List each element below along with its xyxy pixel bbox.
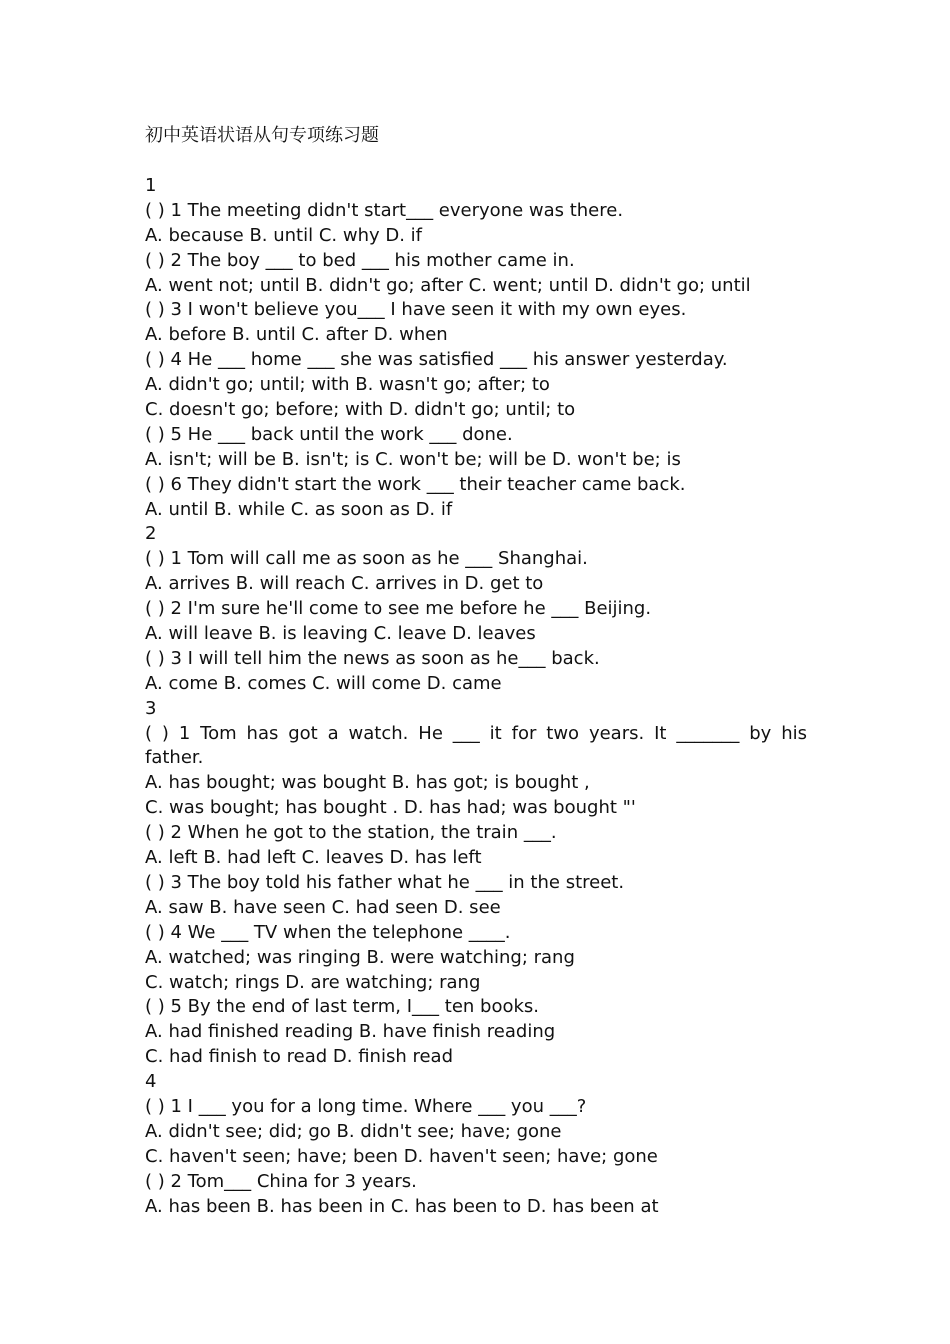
question-line: ( ) 4 We ___ TV when the telephone ____. <box>145 921 511 943</box>
options-line: C. watch; rings D. are watching; rang <box>145 971 481 993</box>
options-line: A. come B. comes C. will come D. came <box>145 672 502 694</box>
exercise-content <box>145 174 807 1219</box>
question-line: ( ) 5 By the end of last term, I___ ten books. <box>145 996 539 1018</box>
question-line-continued: father. <box>145 747 204 769</box>
options-line: A. had finished reading B. have finish reading <box>145 1021 556 1043</box>
question-line: ( ) 4 He ___ home ___ she was satisfied ___ his answer yesterday. <box>145 349 728 371</box>
options-line: A. saw B. have seen C. had seen D. see <box>145 896 501 918</box>
question-line: ( ) 1 Tom has got a watch. He ___ it for two years. It _______ by his <box>145 722 807 744</box>
options-line: A. because B. until C. why D. if <box>145 224 422 246</box>
options-line: A. will leave B. is leaving C. leave D. leaves <box>145 623 536 645</box>
question-line: ( ) 6 They didn't start the work ___ their teacher came back. <box>145 473 686 495</box>
question-line: ( ) 3 I won't believe you___ I have seen it with my own eyes. <box>145 299 687 321</box>
options-line: A. until B. while C. as soon as D. if <box>145 498 453 520</box>
options-line: A. went not; until B. didn't go; after C. went; until D. didn't go; until <box>145 274 751 296</box>
options-line: A. before B. until C. after D. when <box>145 324 448 346</box>
question-line: ( ) 3 I will tell him the news as soon as he___ back. <box>145 647 600 669</box>
question-line: ( ) 2 The boy ___ to bed ___ his mother came in. <box>145 249 575 271</box>
question-line: ( ) 3 The boy told his father what he ___ in the street. <box>145 871 625 893</box>
options-line: A. didn't see; did; go B. didn't see; have; gone <box>145 1120 562 1142</box>
section-number: 2 <box>145 523 157 545</box>
question-line: ( ) 2 I'm sure he'll come to see me before he ___ Beijing. <box>145 598 652 620</box>
question-line: ( ) 5 He ___ back until the work ___ done. <box>145 423 513 445</box>
options-line: A. isn't; will be B. isn't; is C. won't be; will be D. won't be; is <box>145 448 681 470</box>
options-line: A. has bought; was bought B. has got; is bought , <box>145 772 590 794</box>
question-line: ( ) 2 When he got to the station, the train ___. <box>145 822 557 844</box>
question-line: ( ) 1 Tom will call me as soon as he ___ Shanghai. <box>145 548 588 570</box>
options-line: A. has been B. has been in C. has been to D. has been at <box>145 1195 659 1217</box>
question-line: ( ) 1 The meeting didn't start___ everyone was there. <box>145 199 624 221</box>
document-title: 初中英语状语从句专项练习题 <box>145 125 379 146</box>
options-line: A. left B. had left C. leaves D. has left <box>145 847 482 869</box>
options-line: A. watched; was ringing B. were watching; rang <box>145 946 575 968</box>
options-line: A. arrives B. will reach C. arrives in D. get to <box>145 573 544 595</box>
options-line: C. had finish to read D. finish read <box>145 1046 453 1068</box>
options-line: A. didn't go; until; with B. wasn't go; after; to <box>145 374 550 396</box>
section-number: 1 <box>145 175 157 196</box>
options-line: C. doesn't go; before; with D. didn't go; until; to <box>145 399 576 421</box>
options-line: C. was bought; has bought . D. has had; was bought "' <box>145 797 636 819</box>
options-line: C. haven't seen; have; been D. haven't seen; have; gone <box>145 1145 658 1167</box>
section-number: 4 <box>145 1071 157 1093</box>
section-number: 3 <box>145 697 157 719</box>
question-line: ( ) 1 I ___ you for a long time. Where ___ you ___? <box>145 1095 587 1117</box>
question-line: ( ) 2 Tom___ China for 3 years. <box>145 1170 417 1192</box>
